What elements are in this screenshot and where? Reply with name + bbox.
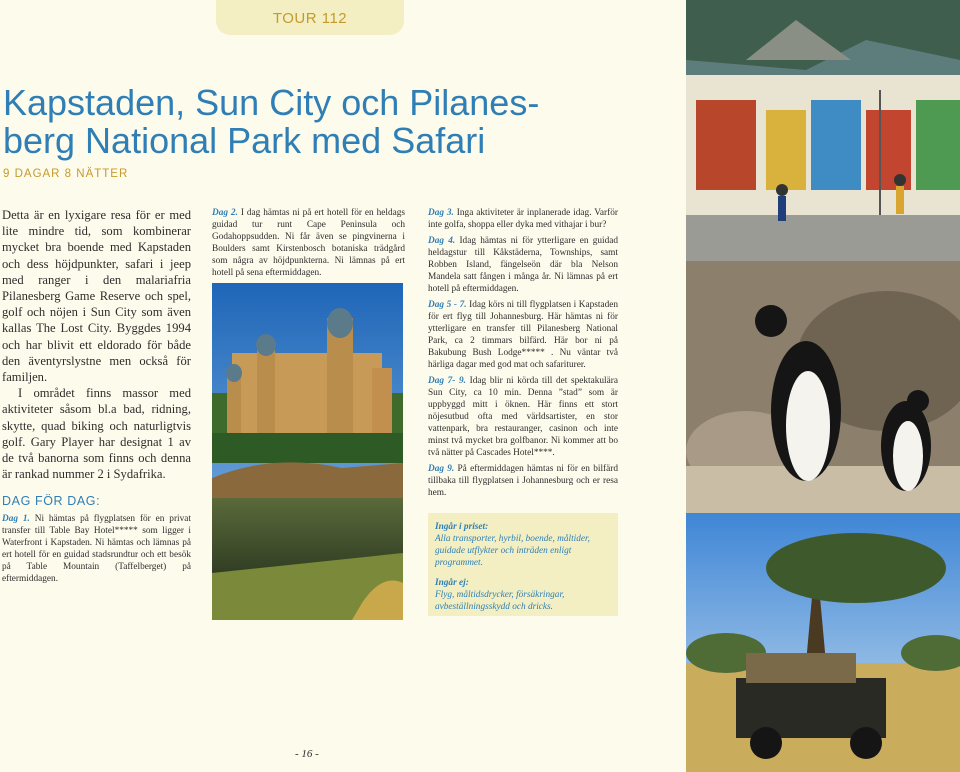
street-illustration	[686, 0, 960, 261]
intro-text	[2, 207, 191, 482]
penguins-illustration	[686, 261, 960, 513]
day-text: Inga aktiviteter är inplanerade idag. Varför inte golfa, shoppa eller dyka med vithajar i bur?	[428, 208, 618, 230]
photo-safari-jeep	[686, 513, 960, 772]
safari-illustration	[686, 513, 960, 772]
day-label: Dag 5 - 7.	[428, 300, 467, 310]
page-title-line-1: Kapstaden, Sun City och Pilanes-	[3, 82, 540, 123]
day-label: Dag 2.	[212, 208, 238, 218]
intro-paragraph-2: I området finns massor med aktiviteter såsom bl.a bad, ridning, skytte, quad biking och naturligtvis golf. Gary Player har designat 1 av de två banorna som finns och denna är rankad nummer 2 i Sydafrika.	[2, 386, 191, 482]
column-intro	[2, 207, 191, 589]
page-title-line-2: berg National Park med Safari	[3, 120, 486, 161]
day-text: Ni hämtas på flygplatsen för en privat transfer till Table Bay Hotel***** som ligger i Waterfront i Kapstaden. Ni hämtas och lämnas på ert hotell för en guidad stadsrundtur och ett besök på Table Mountain (Taffelberget) på eftermiddagen.	[2, 514, 191, 585]
tour-number-tab	[216, 0, 404, 35]
day-label: Dag 4.	[428, 236, 456, 246]
day-text: På eftermiddagen hämtas ni för en bilfärd tillbaka till flygplatsen i Johannesburg och er resa hem.	[428, 464, 618, 498]
column-middle	[212, 207, 405, 283]
day-by-day-heading: DAG FÖR DAG:	[2, 494, 101, 509]
page-title	[3, 84, 643, 160]
photo-sun-city-palace	[212, 283, 403, 620]
included-text: Alla transporter, hyrbil, boende, måltider, guidade utflykter och inträden enligt programmet.	[435, 534, 590, 568]
day-label: Dag 7- 9.	[428, 376, 467, 386]
day-item-7	[428, 463, 618, 499]
palace-illustration	[212, 283, 403, 620]
day-label: Dag 9.	[428, 464, 455, 474]
day-item-1	[2, 513, 191, 585]
included-label: Ingår i priset:	[435, 522, 489, 532]
day-item-3	[428, 207, 618, 231]
day-text: I dag hämtas ni på ert hotell för en heldags guidad tur runt Cape Peninsula och Godahoppsudden. Ni får även se pingvinerna i Boulders samt Kirstenbosch botaniska trädgård som några av höjdpunkterna. Ni lämnas på ert hotell på sena eftermiddagen.	[212, 208, 405, 278]
day-item-2	[212, 207, 405, 279]
photo-penguins	[686, 261, 960, 513]
day-label: Dag 3.	[428, 208, 454, 218]
day-text: Idag blir ni körda till det spektakulära Sun City, ca 10 min. Denna ”stad” som är uppbyggd mitt i öknen. Här finns ett stort nöjesutbud ofta med världsartister, en stor vattenpark, bra restauranger, casinon och inte minst två mycket bra golfbanor. Ni kommer att bo två nätter på Cascades Hotel****.	[428, 376, 618, 458]
column-right	[428, 207, 618, 503]
tour-number-label: TOUR 112	[272, 10, 348, 27]
day-item-6	[428, 375, 618, 459]
intro-paragraph-1: Detta är en lyxigare resa för er med lite mindre tid, som kombinerar mycket bra boende med Kapstaden och dess höjdpunkter, safari i jeep med ranger i den malariafria Pilanesberg Game Reserve och spel, golf och nöjen i Sun City som även kallas The Lost City. Byggdes 1994 och har blivit ett eldorado för både den äventyrslystne men också för familjen.	[2, 208, 191, 385]
day-label: Dag 1.	[2, 514, 30, 525]
excluded-text: Flyg, måltidsdrycker, försäkringar, avbeställningsskydd och dricks.	[435, 590, 565, 612]
photo-cape-town-street	[686, 0, 960, 261]
day-text: Idag hämtas ni för ytterligare en guidad heldagstur till Kåkstäderna, Townships, samt Robben Island, fängelseön där bla Nelson Mandela satt fången i många år. Ni lämnas på ert hotell på eftermiddagen.	[428, 236, 619, 294]
price-info-box	[428, 513, 618, 616]
day-item-5	[428, 299, 618, 371]
trip-duration: 9 DAGAR 8 NÄTTER	[3, 168, 129, 180]
page-number: - 16 -	[295, 748, 319, 760]
day-item-4	[428, 235, 618, 295]
excluded-label: Ingår ej:	[435, 578, 469, 588]
day-text: Idag körs ni till flygplatsen i Kapstaden för ert flyg till Johannesburg. Här hämtas ni för ytterligare en transfer till Pilanesberg National Park, ca 2 timmars bilfärd. Här bor ni på Bakubung Bush Lodge***** . Nu väntar två härliga dagar med god mat och safariturer.	[428, 300, 619, 370]
